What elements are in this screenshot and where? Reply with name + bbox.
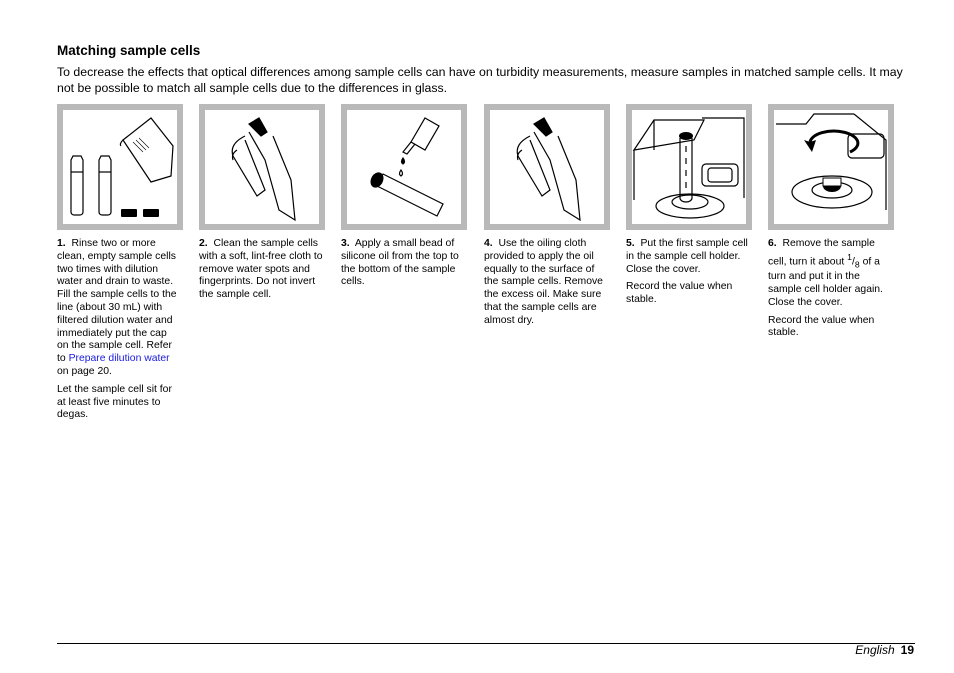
rinse-cells-icon xyxy=(63,110,177,224)
figure-4 xyxy=(484,104,610,230)
fraction-numerator: 1 xyxy=(847,251,852,262)
step-number: 4. xyxy=(484,238,493,249)
figure-5 xyxy=(626,104,752,230)
step-text: Use the oiling cloth provided to apply the oil equally to the surface of the sample cells. Remove the excess oil. Make sure that the sample cells are almost dry. xyxy=(484,238,603,326)
fraction-denominator: 8 xyxy=(854,259,860,270)
step-text: Clean the sample cells with a soft, lint-free cloth to remove water spots and fingerprints. Do not invert the sample cell. xyxy=(199,238,323,301)
step-page-ref: on page 20. xyxy=(57,365,112,377)
step-5 xyxy=(626,238,750,312)
footer-language: English xyxy=(855,643,895,657)
rotate-cell-icon xyxy=(774,110,888,224)
footer xyxy=(855,643,914,657)
figure-3 xyxy=(341,104,467,230)
step-number: 1. xyxy=(57,238,66,249)
footer-rule xyxy=(57,643,915,644)
intro-paragraph: To decrease the effects that optical differences among sample cells can have on turbidity measurements, measure samples in matched sample cells. It may not be possible to match all sample cells due to the differences in glass. xyxy=(57,65,903,95)
fraction-separator: / xyxy=(851,256,855,268)
section-title: Matching sample cells xyxy=(57,43,201,58)
step-number: 5. xyxy=(626,238,635,249)
insert-cell-holder-icon xyxy=(632,110,746,224)
step-text: Remove the sample cell, turn it about xyxy=(768,238,875,268)
step-2 xyxy=(199,238,323,307)
step-number: 3. xyxy=(341,238,350,249)
step-note: Record the value when stable. xyxy=(768,314,875,339)
oiling-cloth-icon xyxy=(490,110,604,224)
step-text: Rinse two or more clean, empty sample cells two times with dilution water and drain to waste. Fill the sample cells to the line (about 30 mL) with filtered dilution water and immediately put the cap on the sample cell. Refer to xyxy=(57,238,177,365)
silicone-oil-bead-icon xyxy=(347,110,461,224)
step-4 xyxy=(484,238,608,333)
prepare-dilution-water-link[interactable]: Prepare dilution water xyxy=(68,353,170,365)
step-note: Record the value when stable. xyxy=(626,281,733,306)
step-number: 2. xyxy=(199,238,208,249)
step-text: Put the first sample cell in the sample cell holder. Close the cover. xyxy=(626,238,748,275)
step-6 xyxy=(768,238,892,345)
step-number: 6. xyxy=(768,238,777,249)
step-text: Apply a small bead of silicone oil from the top to the bottom of the sample cells. xyxy=(341,238,459,288)
figure-1 xyxy=(57,104,183,230)
step-note: Let the sample cell sit for at least five minutes to degas. xyxy=(57,383,172,421)
page-number: 19 xyxy=(900,643,914,657)
step-text-cont: of a turn and put it in the sample cell holder again. Close the cover. xyxy=(768,256,883,308)
figure-6 xyxy=(768,104,894,230)
clean-cell-cloth-icon xyxy=(205,110,319,224)
figure-2 xyxy=(199,104,325,230)
step-1 xyxy=(57,238,181,427)
step-3 xyxy=(341,238,465,294)
